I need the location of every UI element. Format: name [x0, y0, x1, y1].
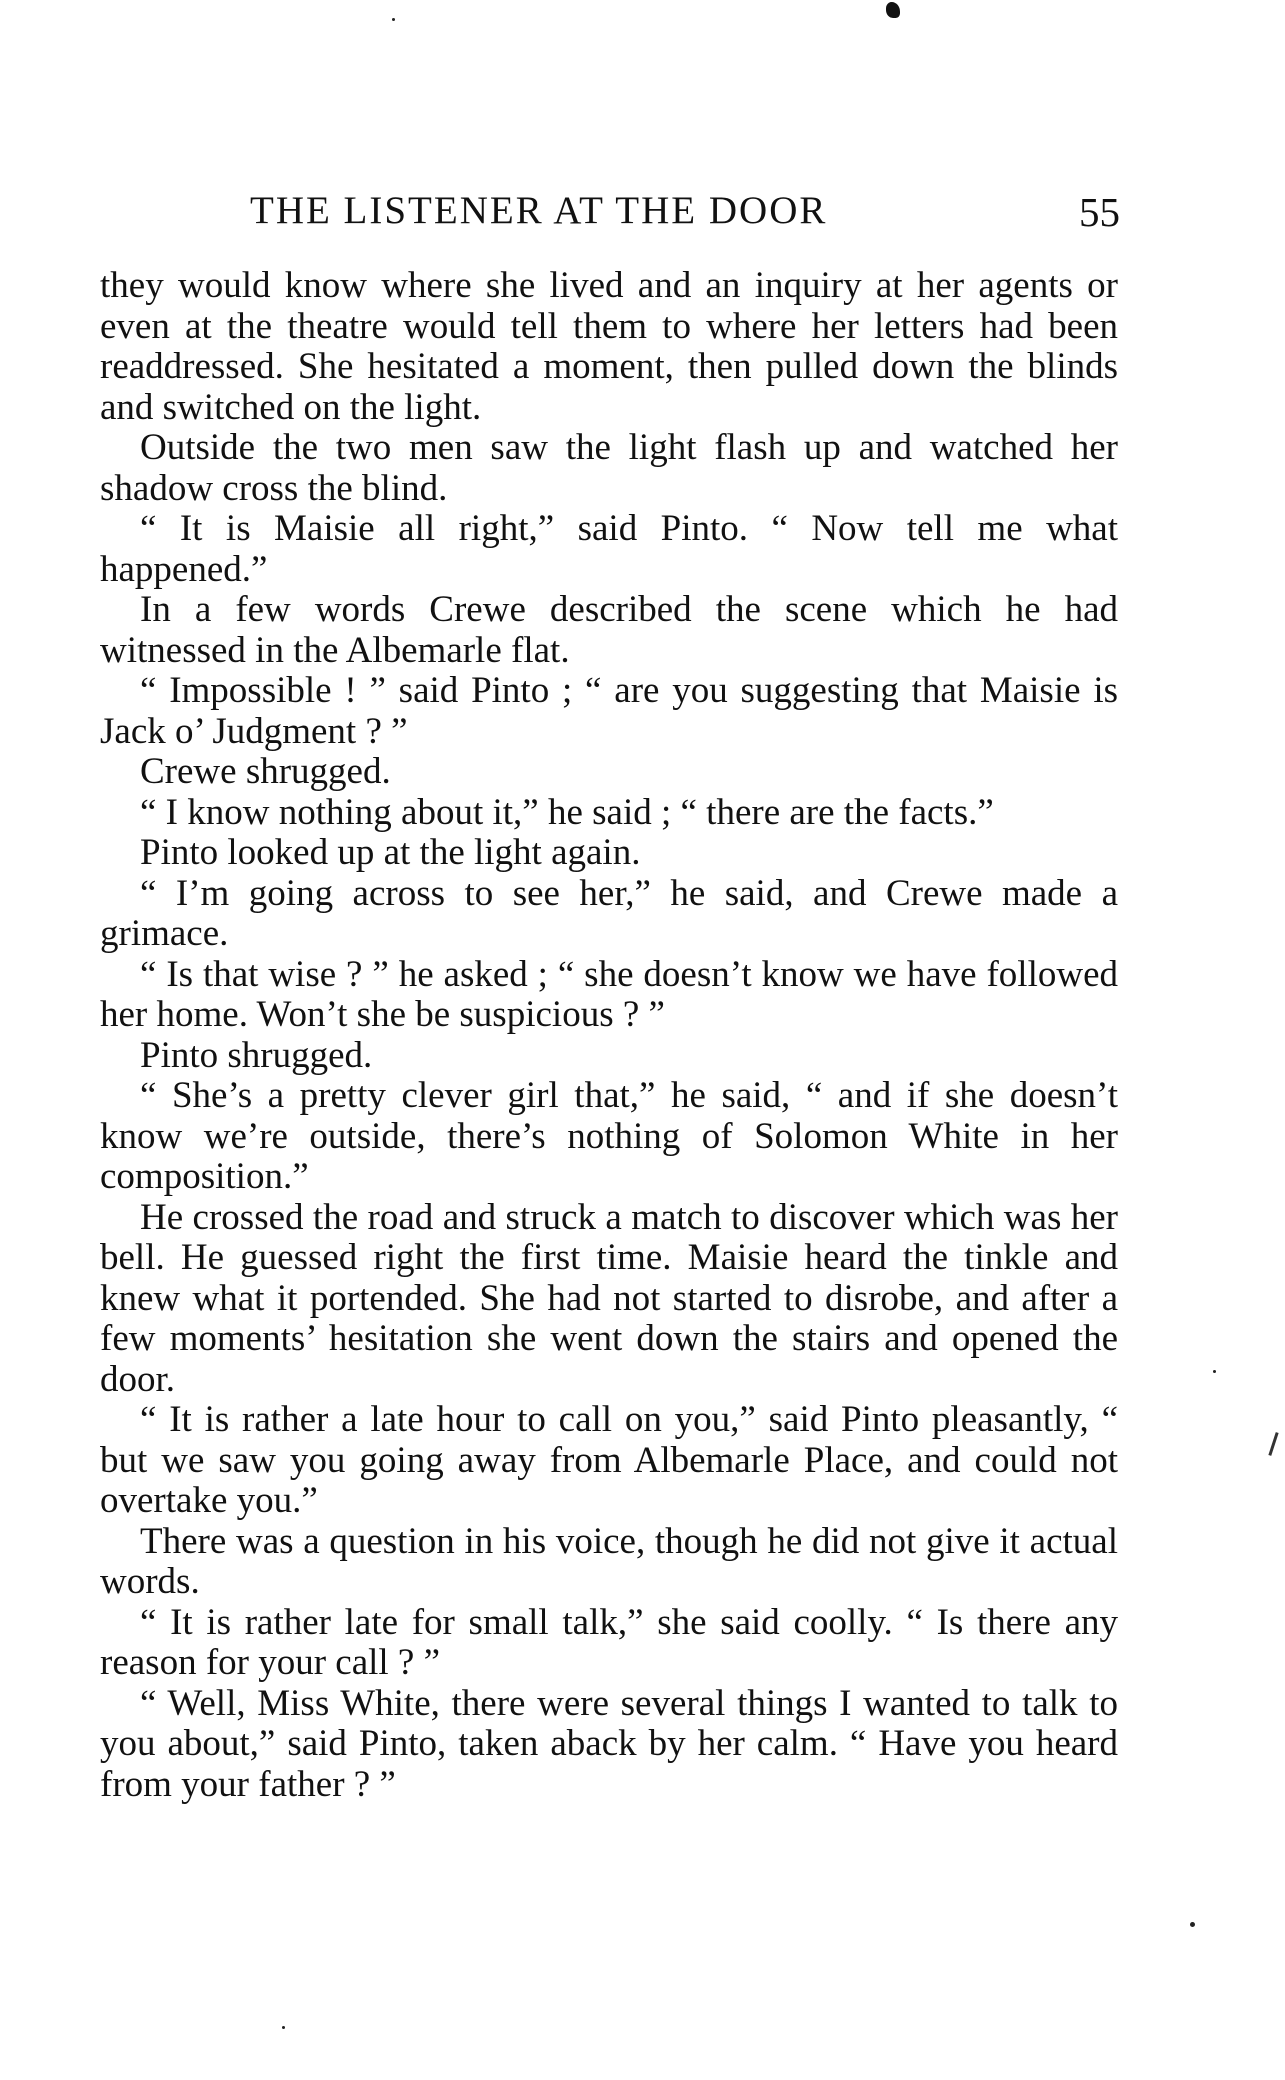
page-number: 55 [1079, 189, 1120, 235]
running-title: THE LISTENER AT THE DOOR [250, 189, 828, 232]
running-head [110, 188, 1120, 238]
ink-speck [1213, 1370, 1216, 1373]
ink-speck [1190, 1922, 1195, 1927]
paragraph: “ Impossible ! ” said Pinto ; “ are you suggesting that Maisie is Jack o’ Judgment ? ” [100, 670, 1118, 752]
paragraph: they would know where she lived and an inquiry at her agents or even at the theatre would tell them to where her letters had been readdressed. She hesitated a moment, then pulled down the blinds and switched on the light. [100, 265, 1118, 428]
paragraph: Pinto shrugged. [140, 1034, 373, 1076]
paragraph: “ It is Maisie all right,” said Pinto. “ Now tell me what happened.” [100, 508, 1118, 590]
paragraph: “ Is that wise ? ” he asked ; “ she doesn’t know we have followed her home. Won’t she be suspicious ? ” [100, 953, 1118, 1035]
paragraph: Crewe shrugged. [140, 751, 391, 792]
paragraph: In a few words Crewe described the scene which he had witnessed in the Albemarle flat. [100, 589, 1118, 671]
paragraph: “ Well, Miss White, there were several things I wanted to talk to you about,” said Pinto, taken aback by her calm. “ Have you heard from your father ? ” [100, 1682, 1118, 1805]
paragraph: “ I know nothing about it,” he said ; “ there are the facts.” [140, 791, 994, 833]
ink-blot [886, 2, 900, 18]
paragraph: “ It is rather late for small talk,” she said coolly. “ Is there any reason for your call ? ” [100, 1601, 1118, 1683]
paragraph: “ It is rather a late hour to call on you,” said Pinto pleasantly, “ but we saw you going away from Albemarle Place, and could not overtake you.” [100, 1399, 1118, 1521]
paragraph: “ I’m going across to see her,” he said, and Crewe made a grimace. [100, 872, 1118, 954]
margin-mark [1268, 1432, 1278, 1456]
paragraph: He crossed the road and struck a match to discover which was her bell. He guessed right the first time. Maisie heard the tinkle and knew what it portended. She had not started to disrobe, and after a few moments’ hesitation she went down the stairs and opened the door. [100, 1196, 1118, 1400]
ink-speck [392, 18, 395, 21]
paragraph: Outside the two men saw the light flash up and watched her shadow cross the blind. [100, 427, 1118, 509]
paragraph: There was a question in his voice, though he did not give it actual words. [100, 1520, 1118, 1602]
ink-speck [282, 2026, 285, 2029]
paragraph: Pinto looked up at the light again. [140, 832, 641, 873]
paragraph: “ She’s a pretty clever girl that,” he said, “ and if she doesn’t know we’re outside, there’s nothing of Solomon White in her composition.” [100, 1075, 1118, 1197]
body-text [100, 266, 1118, 1805]
